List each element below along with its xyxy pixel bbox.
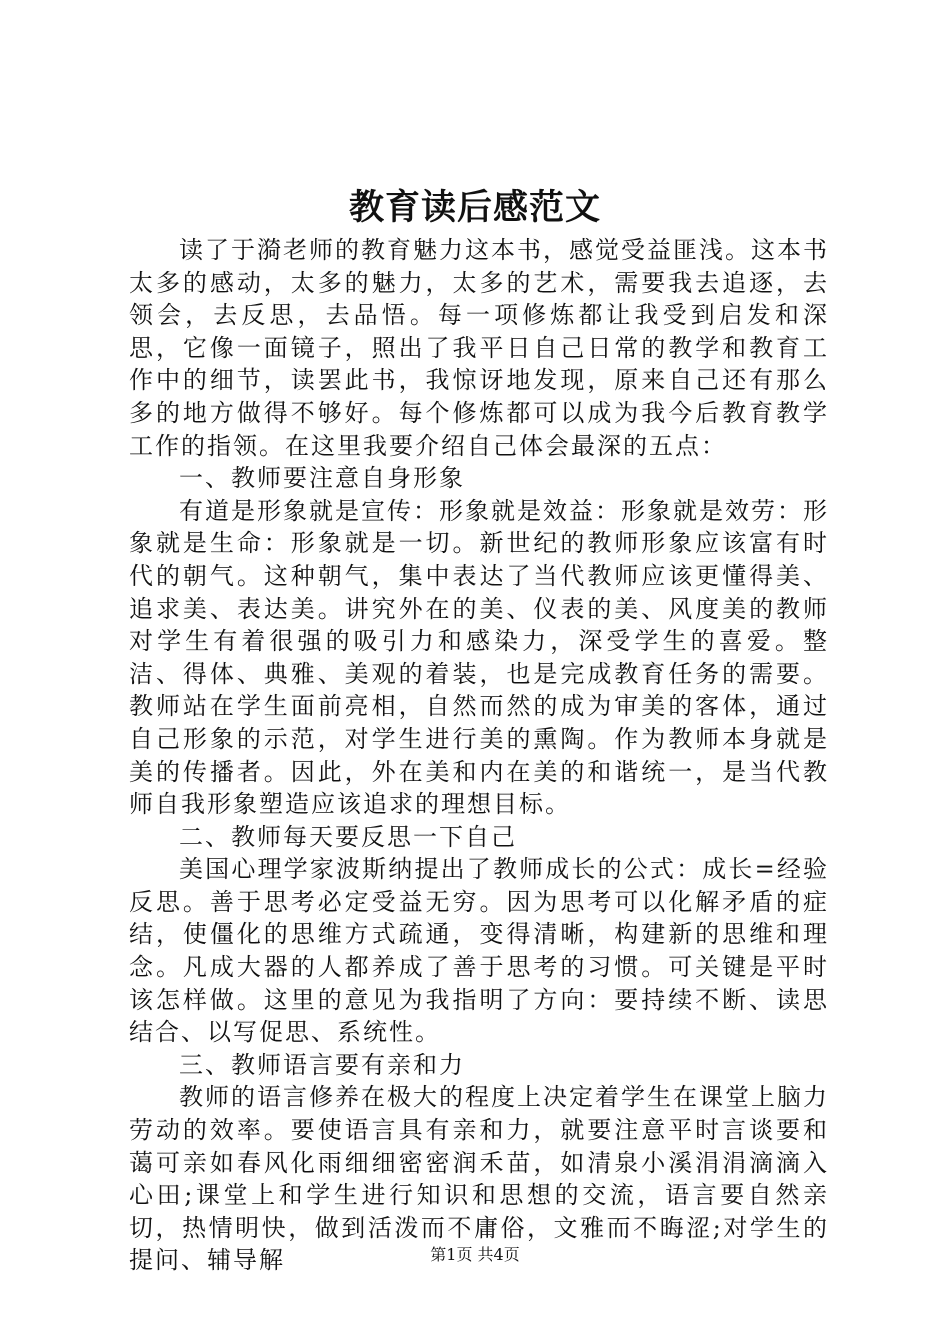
document-body <box>129 234 829 1277</box>
section-heading-2: 二、教师每天要反思一下自己 <box>179 822 517 851</box>
section-heading-1: 一、教师要注意自身形象 <box>179 464 465 493</box>
paragraph-section-2: 美国心理学家波斯纳提出了教师成长的公式：成长=经验反思。善于思考必定受益无穷。因为思考可以化解矛盾的症结，使僵化的思维方式疏通，变得清晰，构建新的思维和理念。凡成大器的人都养成了善于思考的习惯。可关键是平时该怎样做。这里的意见为我指明了方向：要持续不断、读思结合、以写促思、系统性。 <box>129 855 829 1047</box>
section-heading-3: 三、教师语言要有亲和力 <box>179 1050 465 1079</box>
paragraph-intro: 读了于漪老师的教育魅力这本书，感觉受益匪浅。这本书太多的感动，太多的魅力，太多的艺术，需要我去追逐，去领会，去反思，去品悟。每一项修炼都让我受到启发和深思，它像一面镜子，照出了我平日自己日常的教学和教育工作中的细节，读罢此书，我惊讶地发现，原来自己还有那么多的地方做得不够好。每个修炼都可以成为我今后教育教学工作的指领。在这里我要介绍自己体会最深的五点： <box>129 236 829 460</box>
document-title: 教育读后感范文 <box>348 187 601 228</box>
paragraph-section-1: 有道是形象就是宣传：形象就是效益：形象就是效劳：形象就是生命：形象就是一切。新世纪的教师形象应该富有时代的朝气。这种朝气，集中表达了当代教师应该更懂得美、追求美、表达美。讲究外在的美、仪表的美、风度美的教师对学生有着很强的吸引力和感染力，深受学生的喜爱。整洁、得体、典雅、美观的着装，也是完成教育任务的需要。教师站在学生面前亮相，自然而然的成为审美的客体，通过自己形象的示范，对学生进行美的熏陶。作为教师本身就是美的传播者。因此，外在美和内在美的和谐统一，是当代教师自我形象塑造应该追求的理想目标。 <box>129 496 829 819</box>
paragraph-section-3: 教师的语言修养在极大的程度上决定着学生在课堂上脑力劳动的效率。要使语言具有亲和力，就要注意平时言谈要和蔼可亲如春风化雨细细密密润禾苗，如清泉小溪涓涓滴滴入心田;课堂上和学生进行知识和思想的交流，语言要自然亲切，热情明快，做到活泼而不庸俗，文雅而不晦涩;对学生的提问、辅导解 <box>129 1083 829 1275</box>
page-number-footer: 第1页 共4页 <box>430 1245 520 1264</box>
